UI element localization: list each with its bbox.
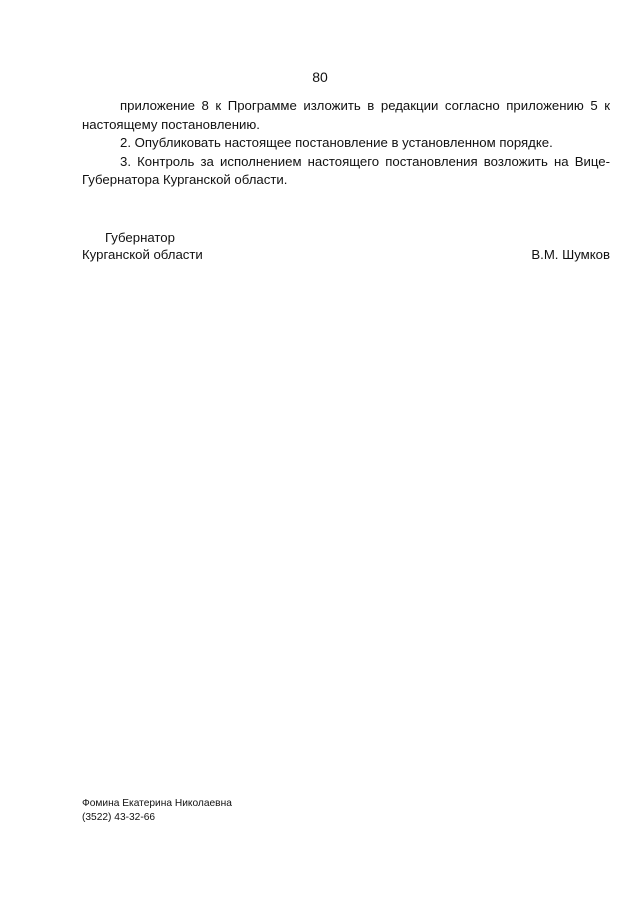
signatory-title-line-1: Губернатор (105, 230, 175, 245)
signature-row (82, 246, 610, 263)
executor-phone: (3522) 43-32-66 (82, 812, 156, 823)
executor-name: Фомина Екатерина Николаевна (82, 798, 232, 809)
page-number: 80 (312, 69, 328, 85)
signature-block (82, 229, 610, 263)
document-body (82, 97, 610, 190)
paragraph-1: приложение 8 к Программе изложить в редакции согласно приложению 5 к настоящему постановлению. (82, 98, 610, 132)
paragraph-3: 3. Контроль за исполнением настоящего постановления возложить на Вице-Губернатора Курганской области. (82, 153, 610, 187)
signatory-name: В.М. Шумков (531, 247, 610, 262)
paragraph-2: 2. Опубликовать настоящее постановление в установленном порядке. (120, 135, 553, 150)
executor-footer (82, 797, 232, 825)
signatory-title-line-2: Курганской области (82, 247, 203, 262)
